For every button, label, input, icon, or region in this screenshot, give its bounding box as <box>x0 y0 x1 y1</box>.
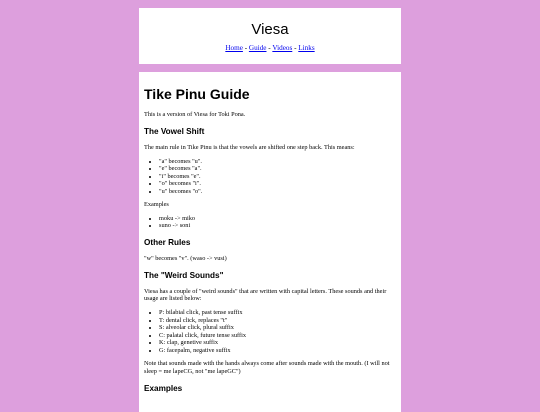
nav-link-links[interactable]: Links <box>298 44 315 52</box>
weird-sounds-note: Note that sounds made with the hands always come after sounds made with the mouth. (I will not sleep = me lapeCG, not "me lapeGC") <box>144 360 390 376</box>
examples-label: Examples <box>144 201 169 209</box>
main-content <box>139 72 401 412</box>
list-item: • G: facepalm, negative suffix <box>159 347 396 355</box>
weird-sounds-heading: The "Weird Sounds" <box>144 270 224 280</box>
intro-text: This is a version of Viesa for Toki Pona. <box>144 111 246 118</box>
vowel-shift-list <box>144 158 396 196</box>
other-rules-text: "w" becomes "v". (waso -> vusi) <box>144 254 227 262</box>
weird-sounds-text: Viesa has a couple of "weird sounds" that are written with capital letters. These sounds and their usage are listed below: <box>144 287 387 303</box>
page-title: Tike Pinu Guide <box>144 86 250 102</box>
list-item: • "u" becomes "o". <box>159 188 396 196</box>
examples-list <box>144 215 396 230</box>
list-item: • "o" becomes "i". <box>159 180 396 188</box>
nav-separator: - <box>292 44 299 52</box>
other-rules-heading: Other Rules <box>144 237 191 247</box>
list-item: • T: dental click, replaces "t" <box>159 317 396 325</box>
nav-link-guide[interactable]: Guide <box>248 44 267 52</box>
site-header <box>139 8 401 64</box>
nav-link-videos[interactable]: Videos <box>272 44 293 52</box>
examples-heading: Examples <box>144 383 183 393</box>
list-item: • S: alveolar click, plural suffix <box>159 324 396 332</box>
list-item: • P: bilabial click, past tense suffix <box>159 309 396 317</box>
list-item: • moku -> miko <box>159 215 396 223</box>
site-nav <box>139 44 401 52</box>
list-item: • "e" becomes "a". <box>159 165 396 173</box>
list-item: • K: clap, genetive suffix <box>159 339 396 347</box>
site-title: Viesa <box>251 21 289 38</box>
list-item: • suno -> soni <box>159 222 396 230</box>
list-item: • "a" becomes "u". <box>159 158 396 166</box>
nav-separator: - <box>266 44 273 52</box>
vowel-shift-heading: The Vowel Shift <box>144 126 205 136</box>
nav-link-home[interactable]: Home <box>225 44 243 52</box>
nav-separator: - <box>242 44 249 52</box>
vowel-shift-text: The main rule in Tike Pinu is that the vowels are shifted one step back. This means: <box>144 143 355 151</box>
list-item: • "i" becomes "e". <box>159 173 396 181</box>
weird-sounds-list <box>144 309 396 354</box>
list-item: • C: palatal click, future tense suffix <box>159 332 396 340</box>
